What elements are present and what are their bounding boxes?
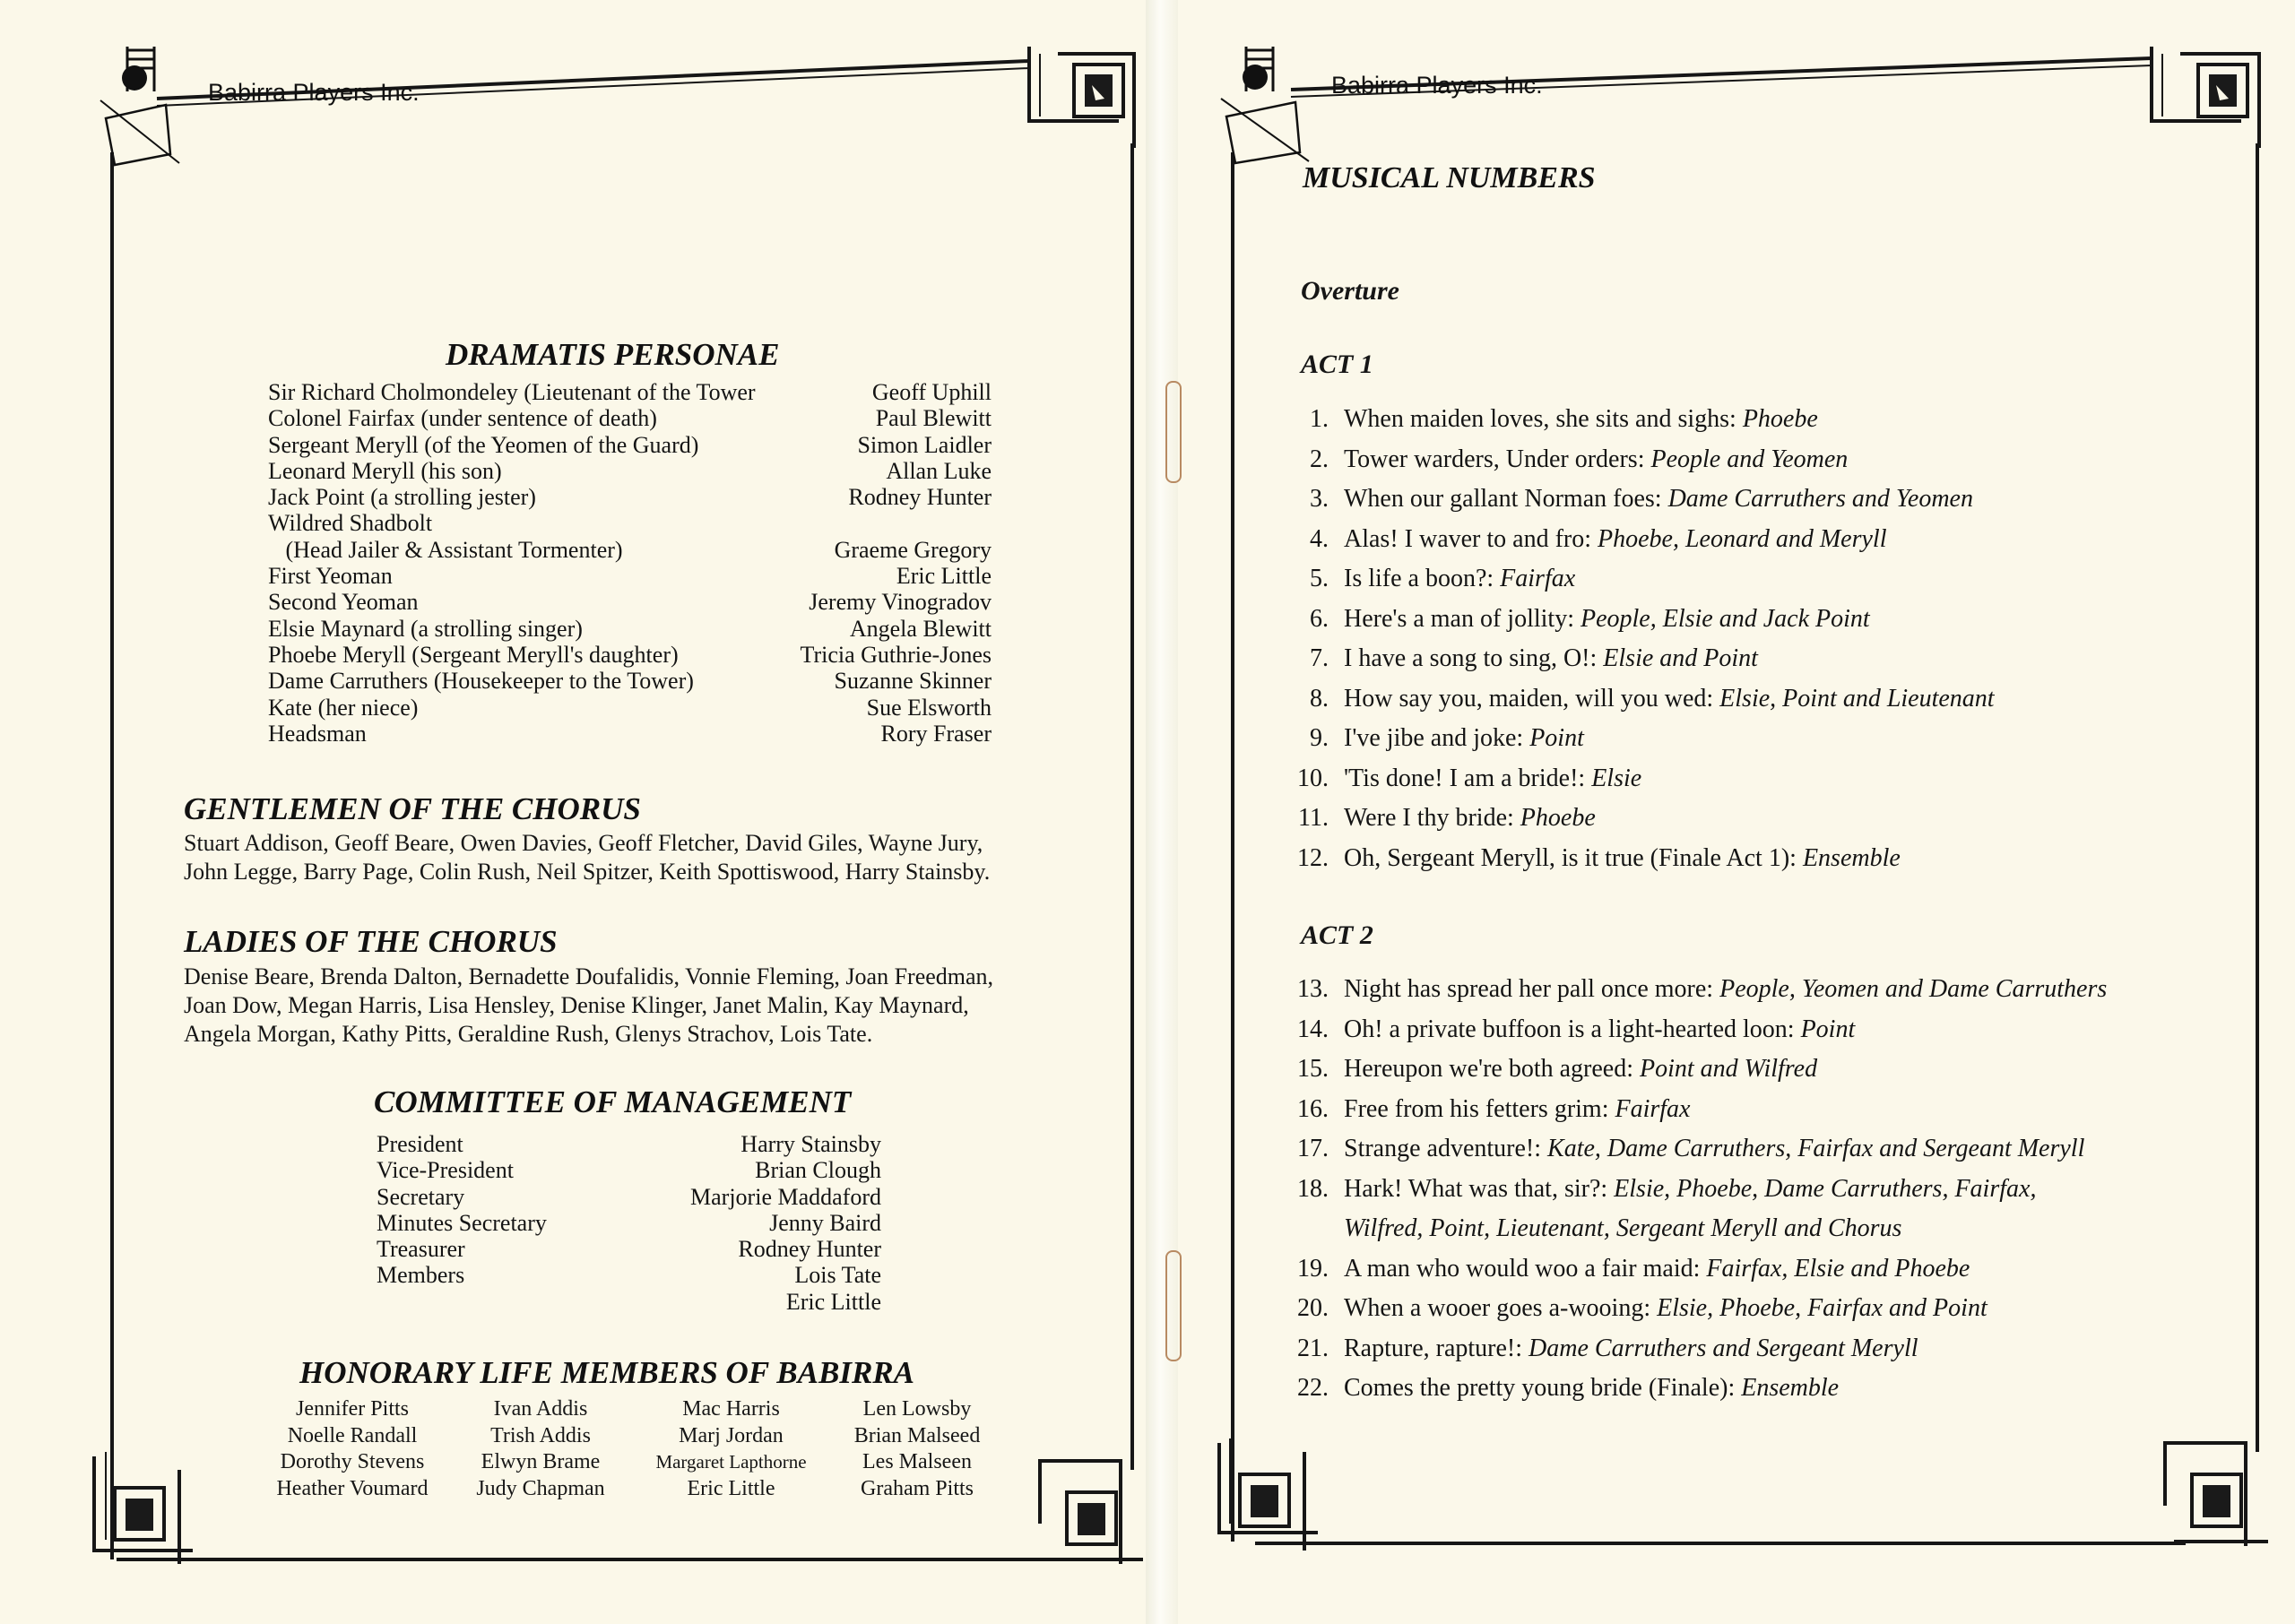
song-line <box>1344 1090 1690 1130</box>
cast-row <box>268 563 992 589</box>
role: First Yeoman <box>268 563 393 590</box>
musical-number <box>1284 719 2234 759</box>
committee-row <box>377 1131 881 1157</box>
musical-number <box>1284 639 2234 679</box>
performers: Fairfax <box>1500 565 1576 592</box>
performers: Phoebe, Leonard and Meryll <box>1598 524 1887 553</box>
role: Second Yeoman <box>268 589 419 616</box>
song-line <box>1344 1170 2036 1210</box>
song-title: Oh, Sergeant Meryll, is it true (Finale Act 1): <box>1344 843 1803 872</box>
actor: Paul Blewitt <box>875 405 992 432</box>
cast-row <box>268 642 992 668</box>
actor: Graeme Gregory <box>834 536 992 563</box>
act1-label: ACT 1 <box>1301 350 1373 379</box>
musical-numbers-heading: MUSICAL NUMBERS <box>1303 161 1596 194</box>
cast-row <box>268 379 992 405</box>
performers: Ensemble <box>1802 843 1901 872</box>
position: Secretary <box>377 1183 465 1210</box>
gentlemen-line: John Legge, Barry Page, Colin Rush, Neil Spitzer, Keith Spottiswood, Harry Stainsby. <box>184 859 991 885</box>
position: Members <box>377 1262 465 1289</box>
song-line <box>1344 440 1848 480</box>
song-title: I have a song to sing, O!: <box>1344 644 1604 672</box>
honorary-member: Mac Harris <box>682 1397 780 1421</box>
actor: Jeremy Vinogradov <box>809 589 992 616</box>
committee-row <box>377 1157 881 1183</box>
committee-row <box>377 1262 881 1288</box>
musical-number <box>1284 1010 2234 1050</box>
member-name: Brian Clough <box>755 1157 881 1184</box>
honorary-column <box>841 1396 993 1502</box>
position: Minutes Secretary <box>377 1209 547 1236</box>
number: 10. <box>1297 764 1329 792</box>
song-title: Here's a man of jollity: <box>1344 604 1581 633</box>
musical-number <box>1284 1289 2234 1329</box>
performers: Elsie <box>1591 764 1642 792</box>
honorary-member: Elwyn Brame <box>481 1450 601 1473</box>
honorary-member: Jennifer Pitts <box>296 1397 409 1421</box>
cast-row <box>268 695 992 721</box>
number: 12. <box>1297 843 1329 872</box>
member-name: Eric Little <box>785 1288 881 1315</box>
song-line <box>1344 1329 1918 1369</box>
member-name: Lois Tate <box>794 1262 881 1289</box>
cast-row <box>268 589 992 615</box>
honorary-member: Len Lowsby <box>862 1397 972 1421</box>
member-name: Harry Stainsby <box>740 1131 881 1157</box>
musical-number <box>1284 839 2234 879</box>
number: 18. <box>1297 1174 1329 1203</box>
number: 13. <box>1297 975 1329 1003</box>
musical-number <box>1284 1369 2234 1409</box>
song-title: Were I thy bride: <box>1344 804 1520 832</box>
logo-left <box>81 38 197 172</box>
song-line <box>1344 1369 1839 1409</box>
song-line <box>1344 1289 1988 1329</box>
musical-number <box>1284 759 2234 799</box>
musical-number <box>1284 559 2234 600</box>
role: Leonard Meryll (his son) <box>268 457 502 484</box>
ladies-heading: LADIES OF THE CHORUS <box>184 924 558 959</box>
musical-number <box>1284 600 2234 640</box>
performers: Phoebe <box>1520 804 1596 832</box>
performers: Dame Carruthers and Sergeant Meryll <box>1529 1334 1918 1362</box>
cast-row <box>268 405 992 431</box>
overture-label: Overture <box>1301 276 1399 306</box>
cast-row <box>268 432 992 458</box>
musical-number <box>1284 799 2234 839</box>
honorary-member: Ivan Addis <box>493 1397 588 1421</box>
position: Treasurer <box>377 1236 465 1263</box>
dramatis-heading: DRAMATIS PERSONAE <box>446 337 780 372</box>
number: 9. <box>1310 724 1329 752</box>
cast-row <box>268 616 992 642</box>
committee-row <box>377 1236 881 1262</box>
musical-number <box>1284 1170 2234 1210</box>
committee-list <box>377 1131 881 1315</box>
role: Elsie Maynard (a strolling singer) <box>268 615 583 642</box>
song-title: Tower warders, Under orders: <box>1344 445 1651 473</box>
number: 19. <box>1297 1254 1329 1283</box>
actor: Allan Luke <box>886 457 992 484</box>
committee-row <box>377 1289 881 1315</box>
musical-number <box>1284 1050 2234 1090</box>
member-name: Rodney Hunter <box>738 1236 881 1263</box>
musical-number <box>1284 400 2234 440</box>
song-line <box>1344 970 2107 1010</box>
performers: Dame Carruthers and Yeomen <box>1667 485 1973 513</box>
position: Vice-President <box>377 1157 514 1184</box>
song-line <box>1344 639 1758 679</box>
number: 21. <box>1297 1334 1329 1362</box>
musical-number <box>1284 440 2234 480</box>
song-line <box>1344 479 1973 520</box>
number: 3. <box>1310 485 1329 513</box>
cast-row <box>268 668 992 694</box>
position: President <box>377 1131 463 1157</box>
song-line <box>1344 839 1901 879</box>
role: Sir Richard Cholmondeley (Lieutenant of the Tower <box>268 379 756 405</box>
honorary-column <box>635 1396 827 1502</box>
number: 2. <box>1310 445 1329 473</box>
musical-number <box>1284 1249 2234 1290</box>
performers: Elsie, Phoebe, Fairfax and Point <box>1657 1294 1988 1322</box>
dramatis-list <box>268 379 992 747</box>
performers: People, Yeomen and Dame Carruthers <box>1719 975 2108 1003</box>
actor: Rodney Hunter <box>848 484 992 511</box>
song-title: Alas! I waver to and fro: <box>1344 524 1598 553</box>
musical-number <box>1284 520 2234 560</box>
performers: Elsie and Point <box>1603 644 1758 672</box>
honorary-member: Les Malseen <box>862 1450 972 1473</box>
cast-row <box>268 721 992 747</box>
song-line <box>1344 759 1641 799</box>
actor: Geoff Uphill <box>871 379 992 405</box>
number: 4. <box>1310 524 1329 553</box>
performers: Point <box>1800 1015 1856 1043</box>
song-title: When a wooer goes a-wooing: <box>1344 1294 1658 1322</box>
role: Kate (her niece) <box>268 694 419 721</box>
honorary-member: Brian Malseed <box>853 1423 981 1447</box>
performers: Kate, Dame Carruthers, Fairfax and Sergeant Meryll <box>1547 1135 2085 1162</box>
song-line <box>1344 1010 1855 1050</box>
honorary-member: Trish Addis <box>490 1423 591 1447</box>
role: Sergeant Meryll (of the Yeomen of the Guard) <box>268 431 699 458</box>
act1-list <box>1284 400 2234 878</box>
number: 20. <box>1297 1294 1329 1322</box>
number: 16. <box>1297 1094 1329 1123</box>
gentlemen-line: Stuart Addison, Geoff Beare, Owen Davies, Geoff Fletcher, David Giles, Wayne Jury, <box>184 830 983 856</box>
song-line <box>1344 719 1584 759</box>
actor: Tricia Guthrie-Jones <box>800 641 992 668</box>
song-title: 'Tis done! I am a bride!: <box>1344 764 1592 792</box>
performers: Elsie, Point and Lieutenant <box>1719 684 1995 713</box>
honorary-member: Eric Little <box>687 1476 775 1500</box>
actor: Suzanne Skinner <box>834 668 992 695</box>
role: Headsman <box>268 720 367 747</box>
song-title: Comes the pretty young bride (Finale): <box>1344 1374 1742 1402</box>
performers: Ensemble <box>1741 1374 1840 1402</box>
honorary-member: Margaret Lapthorne <box>655 1451 807 1473</box>
brand-name-right: Babirra Players Inc. <box>1331 72 1543 99</box>
actor: Eric Little <box>896 563 992 590</box>
song-line <box>1344 1129 2084 1170</box>
act2-label: ACT 2 <box>1301 920 1373 950</box>
number: 1. <box>1310 405 1329 433</box>
role: Colonel Fairfax (under sentence of death) <box>268 405 657 432</box>
performers: Fairfax <box>1615 1094 1691 1123</box>
cast-row <box>268 484 992 510</box>
song-title: I've jibe and joke: <box>1344 724 1530 752</box>
gentlemen-heading: GENTLEMEN OF THE CHORUS <box>184 791 641 826</box>
actor: Angela Blewitt <box>849 615 992 642</box>
act2-list <box>1284 970 2234 1409</box>
musical-number <box>1284 970 2234 1010</box>
honorary-member: Noelle Randall <box>287 1423 418 1447</box>
song-title: When maiden loves, she sits and sighs: <box>1344 405 1743 433</box>
cast-row <box>268 458 992 484</box>
performers-continuation: Wilfred, Point, Lieutenant, Sergeant Meryll and Chorus <box>1344 1214 1902 1242</box>
member-name: Jenny Baird <box>769 1209 881 1236</box>
ladies-line: Angela Morgan, Kathy Pitts, Geraldine Rush, Glenys Strachov, Lois Tate. <box>184 1021 873 1047</box>
honorary-column <box>460 1396 621 1502</box>
performers: Point and Wilfred <box>1640 1055 1818 1083</box>
performers: Fairfax, Elsie and Phoebe <box>1706 1254 1970 1283</box>
musical-number <box>1284 1129 2234 1170</box>
musical-number <box>1284 1090 2234 1130</box>
committee-heading: COMMITTEE OF MANAGEMENT <box>374 1084 852 1119</box>
ladies-line: Joan Dow, Megan Harris, Lisa Hensley, Denise Klinger, Janet Malin, Kay Maynard, <box>184 992 969 1018</box>
honorary-member: Heather Voumard <box>276 1476 429 1500</box>
role: Dame Carruthers (Housekeeper to the Tower) <box>268 668 694 695</box>
number: 6. <box>1310 604 1329 633</box>
musical-number-continuation <box>1284 1209 2234 1249</box>
song-line <box>1344 559 1575 600</box>
ladies-list <box>184 963 993 1049</box>
honorary-column <box>258 1396 446 1502</box>
performers: People, Elsie and Jack Point <box>1580 604 1870 633</box>
song-title: When our gallant Norman foes: <box>1344 485 1668 513</box>
role: Phoebe Meryll (Sergeant Meryll's daughter) <box>268 641 679 668</box>
logo-right <box>1210 38 1327 172</box>
number: 14. <box>1297 1015 1329 1043</box>
committee-row <box>377 1210 881 1236</box>
honorary-member: Graham Pitts <box>861 1476 974 1500</box>
song-line <box>1344 520 1886 560</box>
song-line <box>1344 679 1995 720</box>
song-title: Rapture, rapture!: <box>1344 1334 1529 1362</box>
musical-number <box>1284 479 2234 520</box>
song-title: A man who would woo a fair maid: <box>1344 1254 1707 1283</box>
ladies-line: Denise Beare, Brenda Dalton, Bernadette Doufalidis, Vonnie Fleming, Joan Freedman, <box>184 963 994 989</box>
song-line <box>1344 1249 1970 1290</box>
song-title: Is life a boon?: <box>1344 565 1501 592</box>
performers: Phoebe <box>1742 405 1818 433</box>
honorary-member: Dorothy Stevens <box>280 1450 425 1473</box>
number: 22. <box>1297 1374 1329 1402</box>
role: (Head Jailer & Assistant Tormenter) <box>268 536 623 563</box>
performers: Point <box>1529 724 1584 752</box>
actor: Simon Laidler <box>857 431 992 458</box>
honorary-member: Judy Chapman <box>476 1476 605 1500</box>
song-title: How say you, maiden, will you wed: <box>1344 684 1720 713</box>
musical-number <box>1284 1329 2234 1369</box>
number: 15. <box>1297 1055 1329 1083</box>
actor: Rory Fraser <box>880 720 992 747</box>
number: 5. <box>1310 565 1329 592</box>
actor: Sue Elsworth <box>866 694 992 721</box>
honorary-grid <box>258 1396 993 1502</box>
member-name: Marjorie Maddaford <box>690 1183 881 1210</box>
gentlemen-list <box>184 829 990 886</box>
number: 11. <box>1298 804 1329 832</box>
number: 17. <box>1297 1135 1329 1162</box>
musical-number <box>1284 679 2234 720</box>
performers: People and Yeomen <box>1650 445 1849 473</box>
brand-name-left: Babirra Players Inc. <box>208 79 420 106</box>
song-line <box>1344 400 1818 440</box>
song-line <box>1344 600 1870 640</box>
cast-row <box>268 537 992 563</box>
song-title: Hereupon we're both agreed: <box>1344 1055 1641 1083</box>
role: Jack Point (a strolling jester) <box>268 484 536 511</box>
number: 8. <box>1310 684 1329 713</box>
song-line <box>1344 799 1596 839</box>
performers: Elsie, Phoebe, Dame Carruthers, Fairfax, <box>1614 1174 2037 1203</box>
role: Wildred Shadbolt <box>268 510 433 537</box>
committee-row <box>377 1184 881 1210</box>
song-title: Strange adventure!: <box>1344 1135 1548 1162</box>
song-title: Night has spread her pall once more: <box>1344 975 1720 1003</box>
song-title: Free from his fetters grim: <box>1344 1094 1615 1123</box>
song-line <box>1344 1050 1817 1090</box>
honorary-heading: HONORARY LIFE MEMBERS OF BABIRRA <box>299 1355 914 1390</box>
cast-row <box>268 510 992 536</box>
honorary-member: Marj Jordan <box>679 1423 784 1447</box>
song-title: Oh! a private buffoon is a light-hearted loon: <box>1344 1015 1801 1043</box>
number: 7. <box>1310 644 1329 672</box>
song-title: Hark! What was that, sir?: <box>1344 1174 1615 1203</box>
